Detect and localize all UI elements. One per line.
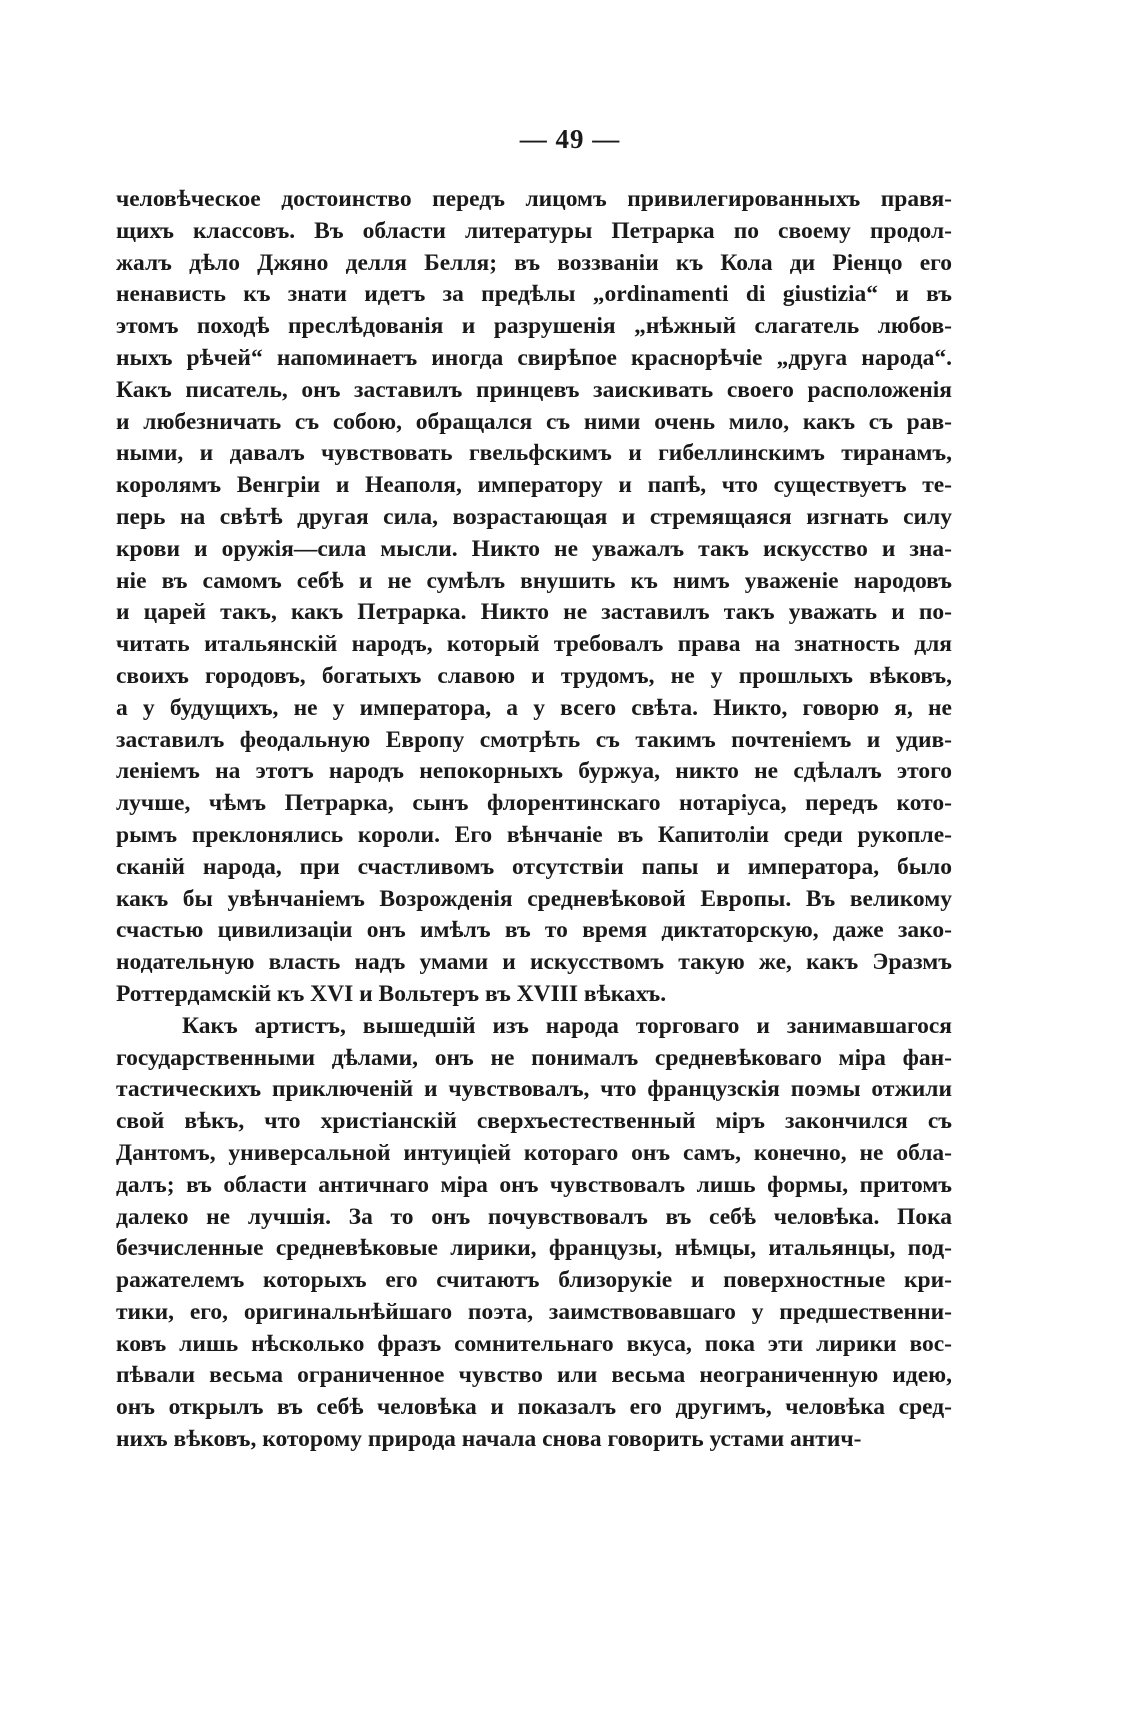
text-line: читать итальянскій народъ, который требовалъ права на знатность для — [116, 631, 952, 658]
text-line: рымъ преклонялись короли. Его вѣнчаніе въ Капитоліи среди рукопле- — [116, 821, 952, 848]
text-line: тастическихъ приключеній и чувствовалъ, что французскія поэмы отжили — [116, 1076, 952, 1103]
text-line: а у будущихъ, не у императора, а у всего свѣта. Никто, говорю я, не — [116, 694, 952, 721]
text-line: Какъ артистъ, вышедшій изъ народа торговаго и занимавшагося — [182, 1012, 952, 1039]
text-line: ненависть къ знати идетъ за предѣлы „ordinamenti di giustizia“ и въ — [116, 281, 952, 308]
page-number: — 49 — — [519, 124, 621, 154]
text-line: Дантомъ, универсальной интуиціей котораго онъ самъ, конечно, не обла- — [116, 1139, 952, 1166]
text-line: королямъ Венгріи и Неаполя, императору и папѣ, что существуетъ те- — [116, 472, 952, 499]
text-line: Какъ писатель, онъ заставилъ принцевъ заискивать своего расположенія — [116, 376, 952, 403]
text-line: ніе въ самомъ себѣ и не сумѣлъ внушить къ нимъ уваженіе народовъ — [116, 567, 952, 594]
text-line: онъ открылъ въ себѣ человѣка и показалъ его другимъ, человѣка сред- — [116, 1394, 952, 1421]
text-line: и царей такъ, какъ Петрарка. Никто не заставилъ такъ уважать и по- — [116, 599, 952, 626]
text-line: щихъ классовъ. Въ области литературы Петрарка по своему продол- — [116, 217, 952, 244]
text-line: ражателемъ которыхъ его считаютъ близорукіе и поверхностные кри- — [116, 1267, 952, 1294]
text-line: пѣвали весьма ограниченное чувство или весьма неограниченную идею, — [116, 1362, 952, 1389]
text-line: леніемъ на этотъ народъ непокорныхъ буржуа, никто не сдѣлалъ этого — [116, 758, 952, 785]
text-line: безчисленные средневѣковые лирики, французы, нѣмцы, итальянцы, под- — [116, 1235, 952, 1262]
text-line: заставилъ феодальную Европу смотрѣть съ такимъ почтеніемъ и удив- — [116, 726, 952, 753]
text-line: этомъ походѣ преслѣдованія и разрушенія „нѣжный слагатель любов- — [116, 313, 952, 340]
text-line: государственными дѣлами, онъ не понималъ средневѣковаго міра фан- — [116, 1044, 952, 1071]
text-line: нодательную власть надъ умами и искусствомъ такую же, какъ Эразмъ — [116, 949, 952, 976]
body-text — [116, 184, 952, 1456]
paragraph — [116, 184, 952, 1011]
text-line: сканій народа, при счастливомъ отсутствіи папы и императора, было — [116, 853, 952, 880]
paragraph — [116, 1011, 952, 1456]
text-line: лучше, чѣмъ Петрарка, сынъ флорентинскаго нотаріуса, передъ кото- — [116, 790, 952, 817]
text-line: перь на свѣтѣ другая сила, возрастающая и стремящаяся изгнать силу — [116, 503, 952, 530]
text-line: ныхъ рѣчей“ напоминаетъ иногда свирѣпое краснорѣчіе „друга народа“. — [116, 344, 952, 371]
text-line: нихъ вѣковъ, которому природа начала снова говорить устами антич- — [116, 1426, 862, 1453]
text-line: тики, его, оригинальнѣйшаго поэта, заимствовавшаго у предшественни- — [116, 1298, 952, 1325]
text-line: человѣческое достоинство передъ лицомъ привилегированныхъ правя- — [116, 186, 952, 212]
text-line: какъ бы увѣнчаніемъ Возрожденія средневѣковой Европы. Въ великому — [116, 885, 952, 912]
text-line: ковъ лишь нѣсколько фразъ сомнительнаго вкуса, пока эти лирики вос- — [116, 1330, 952, 1357]
text-line: Роттердамскій къ XVI и Вольтеръ въ XVIII вѣкахъ. — [116, 980, 667, 1007]
text-line: ными, и давалъ чувствовать гвельфскимъ и гибеллинскимъ тиранамъ, — [116, 440, 952, 467]
text-line: крови и оружія—сила мысли. Никто не уважалъ такъ искусство и зна- — [116, 535, 952, 562]
text-line: и любезничать съ собою, обращался съ ними очень мило, какъ съ рав- — [116, 408, 952, 435]
text-line: свой вѣкъ, что христіанскій сверхъестественный міръ закончился съ — [116, 1108, 952, 1135]
text-line: своихъ городовъ, богатыхъ славою и трудомъ, не у прошлыхъ вѣковъ, — [116, 662, 952, 689]
text-line: счастью цивилизаціи онъ имѣлъ въ то время диктаторскую, даже зако- — [116, 917, 952, 944]
text-line: далеко не лучшія. За то онъ почувствовалъ въ себѣ человѣка. Пока — [116, 1203, 952, 1230]
text-line: далъ; въ области античнаго міра онъ чувствовалъ лишь формы, притомъ — [116, 1171, 952, 1198]
text-line: жалъ дѣло Джяно делля Белля; въ воззваніи къ Кола ди Ріенцо его — [116, 249, 952, 276]
